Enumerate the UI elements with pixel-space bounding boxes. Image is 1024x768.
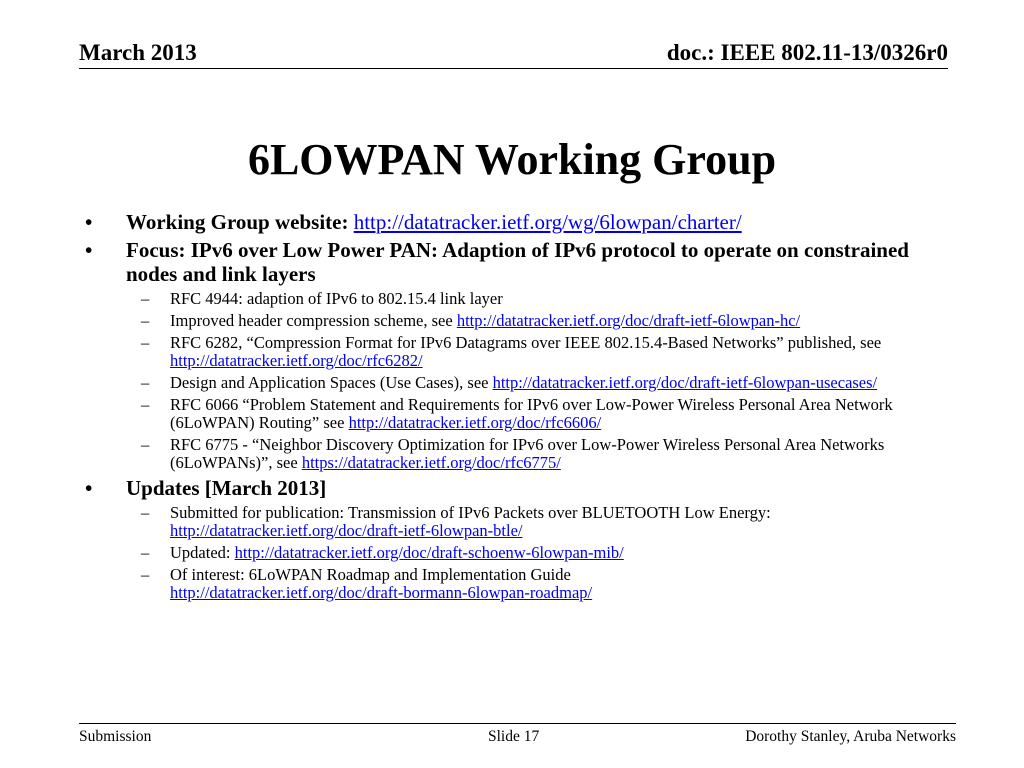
footer-slide-number: Slide 17	[488, 728, 540, 745]
sub-item-text: RFC 6066 “Problem Statement and Requirements for IPv6 over Low-Power Wireless Personal Area Network (6LoWPAN) Routing” see	[170, 395, 893, 432]
sub-item	[85, 374, 945, 392]
sub-item	[85, 504, 945, 540]
header-divider	[79, 68, 948, 69]
sub-item	[85, 334, 945, 370]
sub-item-text: RFC 4944: adaption of IPv6 to 802.15.4 link layer	[170, 289, 503, 308]
dash-icon: –	[141, 373, 150, 392]
sub-item-text: RFC 6282, “Compression Format for IPv6 Datagrams over IEEE 802.15.4-Based Networks” published, see	[170, 333, 886, 352]
slide-title: 6LOWPAN Working Group	[247, 135, 777, 184]
sub-item-link[interactable]: http://datatracker.ietf.org/doc/draft-bormann-6lowpan-roadmap/	[170, 583, 593, 602]
sub-item-text: RFC 6775 - “Neighbor Discovery Optimization for IPv6 over Low-Power Wireless Personal Area Networks (6LoWPANs)”, see	[170, 435, 885, 472]
sub-item-link[interactable]: http://datatracker.ietf.org/doc/draft-ietf-6lowpan-usecases/	[492, 373, 878, 392]
bullet-dot-icon: •	[85, 476, 93, 500]
sub-item-text: Improved header compression scheme, see	[170, 311, 457, 330]
header-doc-id: doc.: IEEE 802.11-13/0326r0	[666, 40, 948, 65]
header-date: March 2013	[79, 40, 197, 65]
dash-icon: –	[141, 503, 150, 522]
sub-item	[85, 290, 945, 308]
sub-item	[85, 312, 945, 330]
bullet-website	[85, 210, 945, 234]
footer-author: Dorothy Stanley, Aruba Networks	[745, 728, 956, 745]
dash-icon: –	[141, 395, 150, 414]
bullet-dot-icon: •	[85, 238, 93, 262]
website-link[interactable]: http://datatracker.ietf.org/wg/6lowpan/charter/	[353, 210, 742, 234]
sub-item-link[interactable]: http://datatracker.ietf.org/doc/draft-ietf-6lowpan-btle/	[170, 521, 523, 540]
bullet-label: Focus: IPv6 over Low Power PAN: Adaption of IPv6 protocol to operate on constrained nodes and link layers	[126, 238, 909, 286]
sub-item-text: Updated:	[170, 543, 235, 562]
bullet-label: Working Group website:	[126, 210, 354, 234]
dash-icon: –	[141, 565, 150, 584]
sub-item	[85, 566, 945, 602]
bullet-dot-icon: •	[85, 210, 93, 234]
dash-icon: –	[141, 435, 150, 454]
dash-icon: –	[141, 333, 150, 352]
sub-item-text: Design and Application Spaces (Use Cases), see	[170, 373, 493, 392]
bullet-updates	[85, 476, 945, 500]
sub-item	[85, 544, 945, 562]
sub-item-link[interactable]: http://datatracker.ietf.org/doc/draft-ietf-6lowpan-hc/	[456, 311, 801, 330]
slide-body	[85, 206, 945, 602]
sub-item-link[interactable]: http://datatracker.ietf.org/doc/rfc6282/	[170, 351, 423, 370]
dash-icon: –	[141, 311, 150, 330]
sub-item-text: Submitted for publication: Transmission of IPv6 Packets over BLUETOOTH Low Energy:	[170, 503, 771, 522]
sub-item-link[interactable]: https://datatracker.ietf.org/doc/rfc6775/	[301, 453, 561, 472]
sub-item	[85, 396, 945, 432]
footer-divider	[79, 723, 956, 724]
footer-submission: Submission	[79, 728, 152, 745]
dash-icon: –	[141, 543, 150, 562]
sub-item	[85, 436, 945, 472]
bullet-focus	[85, 238, 945, 286]
bullet-label: Updates [March 2013]	[126, 476, 327, 500]
sub-item-link[interactable]: http://datatracker.ietf.org/doc/rfc6606/	[348, 413, 602, 432]
sub-item-link[interactable]: http://datatracker.ietf.org/doc/draft-schoenw-6lowpan-mib/	[234, 543, 624, 562]
sub-item-text: Of interest: 6LoWPAN Roadmap and Implementation Guide	[170, 565, 571, 584]
dash-icon: –	[141, 289, 150, 308]
